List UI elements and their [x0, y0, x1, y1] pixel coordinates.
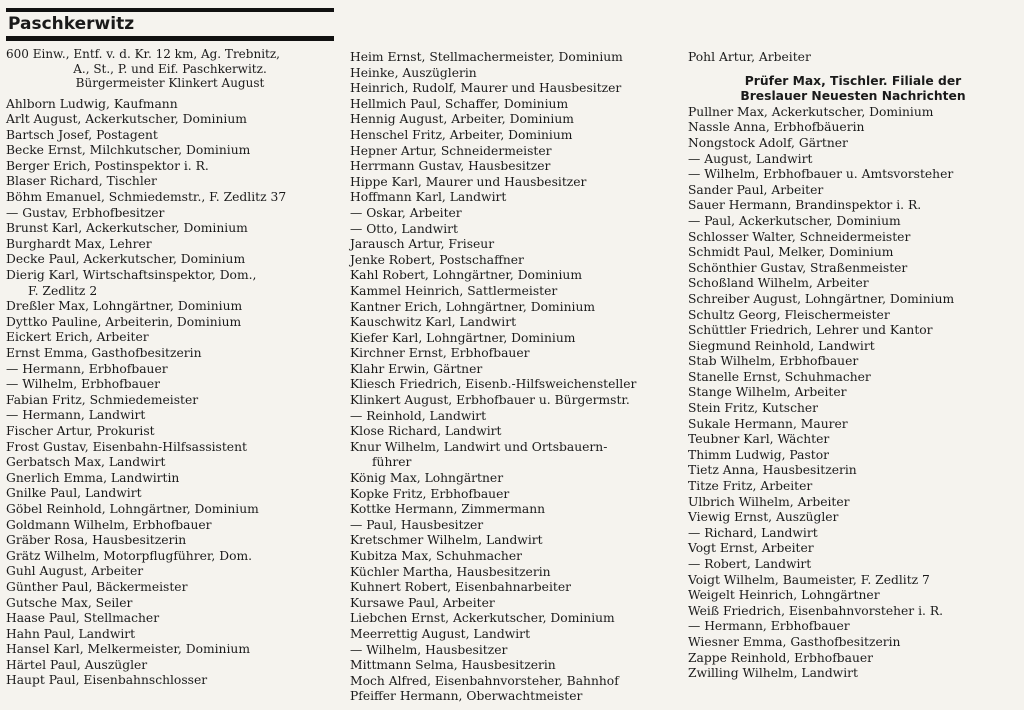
list-item: Kliesch Friedrich, Eisenb.-Hilfsweichensteller [350, 377, 637, 392]
list-item: Berger Erich, Postinspektor i. R. [6, 158, 209, 173]
list-item: Kahl Robert, Lohngärtner, Dominium [350, 268, 582, 283]
list-item: — Hermann, Erbhofbauer [688, 619, 850, 634]
list-item: Thimm Ludwig, Pastor [688, 447, 829, 462]
list-item: Breslauer Neuesten Nachrichten [740, 89, 966, 104]
list-item: Haase Paul, Stellmacher [6, 611, 160, 626]
list-item: Schmidt Paul, Melker, Dominium [688, 245, 894, 260]
list-item: Hellmich Paul, Schaffer, Dominium [350, 96, 569, 111]
list-item: Sander Paul, Arbeiter [688, 182, 824, 197]
list-item: Klinkert August, Erbhofbauer u. Bürgermstr. [350, 393, 630, 408]
village-info-line: A., St., P. und Eif. Paschkerwitz. [73, 61, 267, 76]
list-item: Küchler Martha, Hausbesitzerin [350, 564, 551, 579]
list-item: Bartsch Josef, Postagent [6, 127, 158, 142]
list-item: Goldmann Wilhelm, Erbhofbauer [6, 517, 212, 532]
list-item: Hoffmann Karl, Landwirt [350, 190, 507, 205]
list-item: Vogt Ernst, Arbeiter [688, 541, 814, 556]
village-info-line: 600 Einw., Entf. v. d. Kr. 12 km, Ag. Trebnitz, [6, 47, 280, 61]
column-2 [340, 0, 680, 710]
entry-list [688, 50, 1018, 682]
village-info [6, 47, 334, 91]
list-item: Fabian Fritz, Schmiedemeister [6, 392, 199, 407]
list-item: Fischer Artur, Prokurist [6, 423, 155, 438]
list-item: Sukale Hermann, Maurer [688, 416, 848, 431]
list-item: Dreßler Max, Lohngärtner, Dominium [6, 299, 243, 314]
list-item: — Wilhelm, Erbhofbauer u. Amtsvorsteher [688, 167, 954, 182]
list-item: Härtel Paul, Auszügler [6, 657, 148, 672]
list-item: Stange Wilhelm, Arbeiter [688, 385, 847, 400]
list-item: Sauer Hermann, Brandinspektor i. R. [688, 198, 922, 213]
list-item: Stab Wilhelm, Erbhofbauer [688, 354, 859, 369]
entry-list [350, 50, 674, 705]
list-item: Gutsche Max, Seiler [6, 595, 133, 610]
list-item: Kirchner Ernst, Erbhofbauer [350, 346, 530, 361]
list-item: Jenke Robert, Postschaffner [350, 252, 524, 267]
list-item: Gnilke Paul, Landwirt [6, 486, 142, 501]
list-item: — Wilhelm, Hausbesitzer [350, 642, 508, 657]
list-item: Guhl August, Arbeiter [6, 564, 144, 579]
list-item: Titze Fritz, Arbeiter [688, 479, 813, 494]
list-item: Mittmann Selma, Hausbesitzerin [350, 658, 556, 673]
list-item: — August, Landwirt [688, 151, 813, 166]
mayor-line: Bürgermeister Klinkert August [75, 76, 265, 90]
list-item: Kiefer Karl, Lohngärtner, Dominium [350, 330, 576, 345]
list-item: Brunst Karl, Ackerkutscher, Dominium [6, 221, 248, 236]
list-item: Grätz Wilhelm, Motorpflugführer, Dom. [6, 548, 253, 563]
list-item: Teubner Karl, Wächter [688, 432, 830, 447]
list-item: Siegmund Reinhold, Landwirt [688, 338, 875, 353]
list-item: führer [372, 455, 412, 470]
list-item: Pfeiffer Hermann, Oberwachtmeister [350, 689, 583, 704]
list-item: — Oskar, Arbeiter [350, 205, 462, 220]
column-1 [0, 0, 340, 710]
list-item: Klahr Erwin, Gärtner [350, 361, 483, 376]
list-item: Tietz Anna, Hausbesitzerin [688, 463, 857, 478]
list-item: Kantner Erich, Lohngärtner, Dominium [350, 299, 596, 314]
list-item: — Wilhelm, Erbhofbauer [6, 377, 160, 392]
list-item: — Reinhold, Landwirt [350, 408, 487, 423]
list-item: Blaser Richard, Tischler [6, 174, 157, 189]
list-item: Schreiber August, Lohngärtner, Dominium [688, 291, 955, 306]
list-item: Heinke, Auszüglerin [350, 65, 477, 80]
list-item: Heim Ernst, Stellmachermeister, Dominium [350, 50, 623, 64]
list-item: Schlosser Walter, Schneidermeister [688, 229, 911, 244]
list-item: — Hermann, Landwirt [6, 408, 146, 423]
list-item: Dyttko Pauline, Arbeiterin, Dominium [6, 314, 242, 329]
list-item: Schoßland Wilhelm, Arbeiter [688, 276, 869, 291]
list-item: Schönthier Gustav, Straßenmeister [688, 260, 908, 275]
list-item: — Otto, Landwirt [350, 221, 458, 236]
list-item: Kauschwitz Karl, Landwirt [350, 315, 517, 330]
list-item: Meerrettig August, Landwirt [350, 626, 531, 641]
list-item: Günther Paul, Bäckermeister [6, 579, 188, 594]
list-item: Haupt Paul, Eisenbahnschlosser [6, 673, 208, 688]
list-item: Kretschmer Wilhelm, Landwirt [350, 533, 543, 548]
list-item: Gnerlich Emma, Landwirtin [6, 470, 180, 485]
heading-rule [6, 36, 334, 41]
list-item: Weiß Friedrich, Eisenbahnvorsteher i. R. [688, 603, 944, 618]
list-item: Kopke Fritz, Erbhofbauer [350, 486, 510, 501]
column-3 [680, 0, 1024, 710]
list-item: Frost Gustav, Eisenbahn-Hilfsassistent [6, 439, 247, 454]
list-item: Burghardt Max, Lehrer [6, 236, 152, 251]
list-item: Nongstock Adolf, Gärtner [688, 135, 848, 150]
list-item: Hippe Karl, Maurer und Hausbesitzer [350, 174, 587, 189]
list-item: Herrmann Gustav, Hausbesitzer [350, 159, 551, 174]
list-item: Ahlborn Ludwig, Kaufmann [6, 96, 178, 111]
list-item: König Max, Lohngärtner [350, 471, 504, 486]
page-title: Paschkerwitz [8, 14, 135, 34]
list-item: Göbel Reinhold, Lohngärtner, Dominium [6, 501, 259, 516]
list-item: Eickert Erich, Arbeiter [6, 330, 149, 345]
list-item: Böhm Emanuel, Schmiedemstr., F. Zedlitz 37 [6, 190, 287, 205]
list-item: — Paul, Ackerkutscher, Dominium [688, 213, 901, 228]
list-item: — Hermann, Erbhofbauer [6, 361, 168, 376]
list-item: Gräber Rosa, Hausbesitzerin [6, 533, 187, 548]
list-item: Kubitza Max, Schuhmacher [350, 549, 523, 563]
list-item: Viewig Ernst, Auszügler [688, 510, 839, 525]
list-item: Henschel Fritz, Arbeiter, Dominium [350, 127, 573, 142]
list-item: Pullner Max, Ackerkutscher, Dominium [688, 104, 934, 119]
list-item: Moch Alfred, Eisenbahnvorsteher, Bahnhof [350, 673, 619, 688]
list-item: Weigelt Heinrich, Lohngärtner [688, 588, 880, 603]
list-item: Hansel Karl, Melkermeister, Dominium [6, 642, 250, 657]
list-item: Knur Wilhelm, Landwirt und Ortsbauern- [350, 439, 608, 454]
list-item: Liebchen Ernst, Ackerkutscher, Dominium [350, 611, 615, 626]
list-item: Kottke Hermann, Zimmermann [350, 502, 546, 517]
list-item: Arlt August, Ackerkutscher, Dominium [6, 112, 247, 127]
list-item: Kursawe Paul, Arbeiter [350, 595, 495, 610]
list-item: — Paul, Hausbesitzer [350, 517, 484, 532]
top-rule [6, 8, 334, 12]
list-item: Stein Fritz, Kutscher [688, 401, 819, 416]
list-item: Ernst Emma, Gasthofbesitzerin [6, 346, 202, 360]
list-item: Zwilling Wilhelm, Landwirt [688, 666, 858, 681]
list-item: Ulbrich Wilhelm, Arbeiter [688, 494, 850, 509]
list-item: Voigt Wilhelm, Baumeister, F. Zedlitz 7 [688, 572, 930, 587]
list-item: Hahn Paul, Landwirt [6, 626, 136, 641]
list-item: — Richard, Landwirt [688, 525, 818, 540]
list-item: Schultz Georg, Fleischermeister [688, 307, 890, 322]
list-item: Hennig August, Arbeiter, Dominium [350, 112, 574, 127]
list-item: Becke Ernst, Milchkutscher, Dominium [6, 143, 251, 158]
list-item: Klose Richard, Landwirt [350, 424, 502, 439]
list-item: Zappe Reinhold, Erbhofbauer [688, 650, 874, 665]
list-item: Gerbatsch Max, Landwirt [6, 455, 166, 470]
list-item: Pohl Artur, Arbeiter [688, 50, 811, 64]
list-item: Stanelle Ernst, Schuhmacher [688, 369, 871, 384]
list-item: Hepner Artur, Schneidermeister [350, 143, 552, 158]
list-item: Kammel Heinrich, Sattlermeister [350, 283, 558, 298]
list-item: Heinrich, Rudolf, Maurer und Hausbesitzer [350, 81, 622, 96]
list-item: Prüfer Max, Tischler. Filiale der [744, 73, 962, 88]
list-item: Decke Paul, Ackerkutscher, Dominium [6, 252, 246, 267]
list-item: Dierig Karl, Wirtschaftsinspektor, Dom., [6, 268, 257, 283]
entry-list [6, 97, 334, 690]
list-item: Wiesner Emma, Gasthofbesitzerin [688, 634, 901, 649]
list-item: F. Zedlitz 2 [28, 283, 98, 298]
list-item: Kuhnert Robert, Eisenbahnarbeiter [350, 580, 571, 595]
list-item: — Robert, Landwirt [688, 557, 812, 571]
list-item: Jarausch Artur, Friseur [350, 237, 495, 252]
list-item: Schüttler Friedrich, Lehrer und Kantor [688, 323, 933, 338]
list-item: Nassle Anna, Erbhofbäuerin [688, 120, 865, 135]
list-item: — Gustav, Erbhofbesitzer [6, 205, 165, 220]
